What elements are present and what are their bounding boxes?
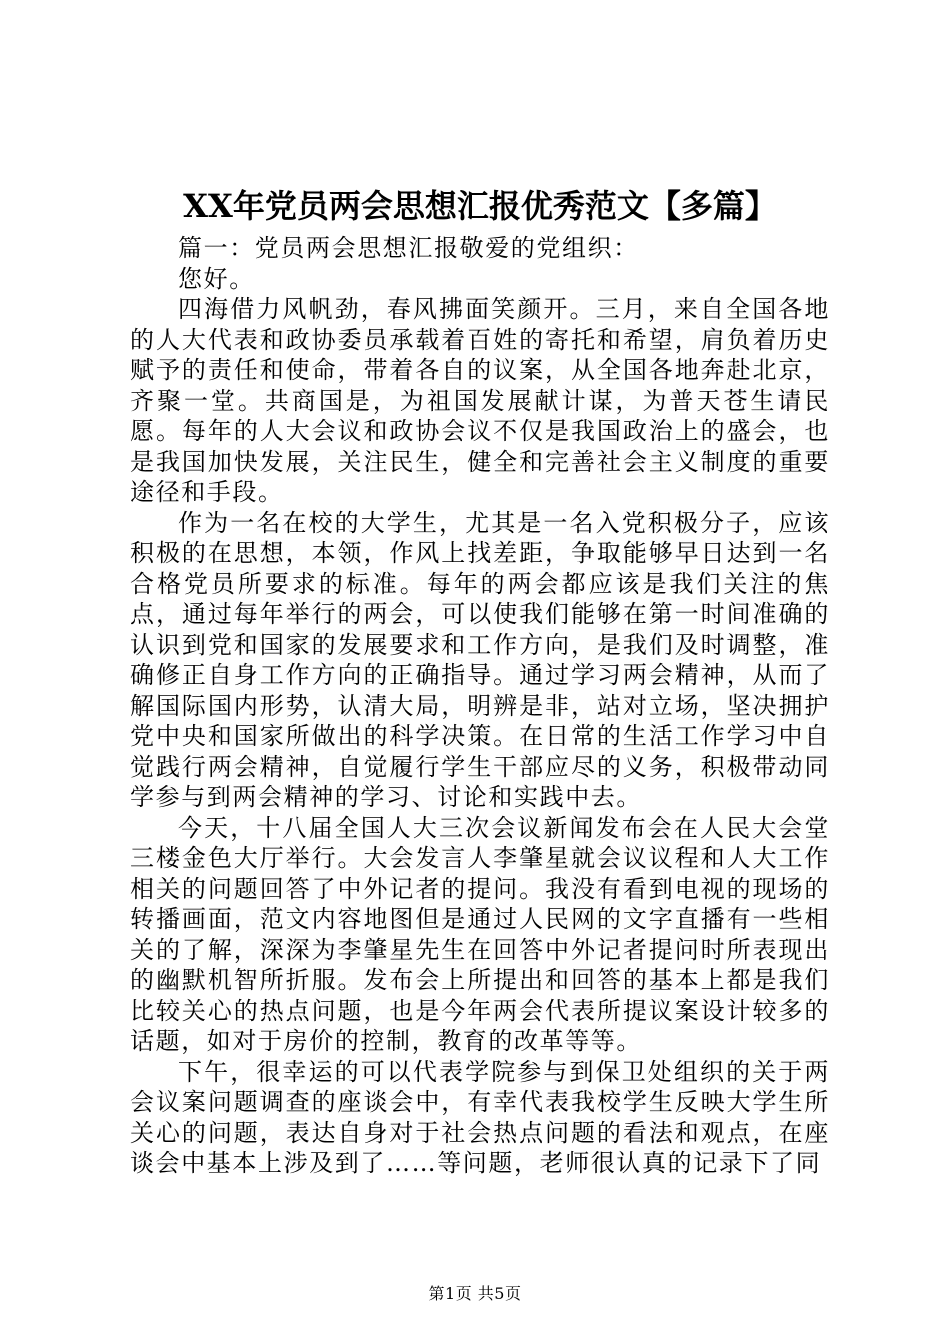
document-title: XX年党员两会思想汇报优秀范文【多篇】 xyxy=(183,187,777,225)
paragraph-afternoon-forum: 下午，很幸运的可以代表学院参与到保卫处组织的关于两会议案问题调查的座谈会中，有幸代表我校学生反映大学生所关心的问题，表达自身对于社会热点问题的看法和观点，在座谈会中基本上涉及到了……等问题，老师很认真的记录下了同 xyxy=(130,1057,830,1177)
document-body xyxy=(130,233,830,1179)
paragraph-greeting-header: 篇一：党员两会思想汇报敬爱的党组织： xyxy=(178,234,639,262)
paragraph-salutation: 您好。 xyxy=(178,264,255,293)
paragraph-press-conference: 今天，十八届全国人大三次会议新闻发布会在人民大会堂三楼金色大厅举行。大会发言人李肇星就会议议程和人大工作相关的问题回答了中外记者的提问。我没有看到电视的现场的转播画面，范文内容地图但是通过人民网的文字直播有一些相关的了解，深深为李肇星先生在回答中外记者提问时所表现出的幽默机智所折服。发布会上所提出和回答的基本上都是我们比较关心的热点问题，也是今年两会代表所提议案设计较多的话题，如对于房价的控制，教育的改革等等。 xyxy=(130,813,830,1055)
paragraph-student-reflection: 作为一名在校的大学生，尤其是一名入党积极分子，应该积极的在思想，本领，作风上找差距，争取能够早日达到一名合格党员所要求的标准。每年的两会都应该是我们关注的焦点，通过每年举行的两会，可以使我们能够在第一时间准确的认识到党和国家的发展要求和工作方向，是我们及时调整，准确修正自身工作方向的正确指导。通过学习两会精神，从而了解国际国内形势，认清大局，明辨是非，站对立场，坚决拥护党中央和国家所做出的科学决策。在日常的生活工作学习中自觉践行两会精神，自觉履行学生干部应尽的义务，积极带动同学参与到两会精神的学习、讨论和实践中去。 xyxy=(130,508,830,811)
page-number-footer: 第1页 共5页 xyxy=(428,1284,522,1303)
paragraph-two-sessions-intro: 四海借力风帆劲，春风拂面笑颜开。三月，来自全国各地的人大代表和政协委员承载着百姓的寄托和希望，肩负着历史赋予的责任和使命，带着各自的议案，从全国各地奔赴北京，齐聚一堂。共商国是，为祖国发展献计谋，为普天苍生请民愿。每年的人大会议和政协会议不仅是我国政治上的盛会，也是我国加快发展，关注民生，健全和完善社会主义制度的重要途径和手段。 xyxy=(130,295,830,506)
